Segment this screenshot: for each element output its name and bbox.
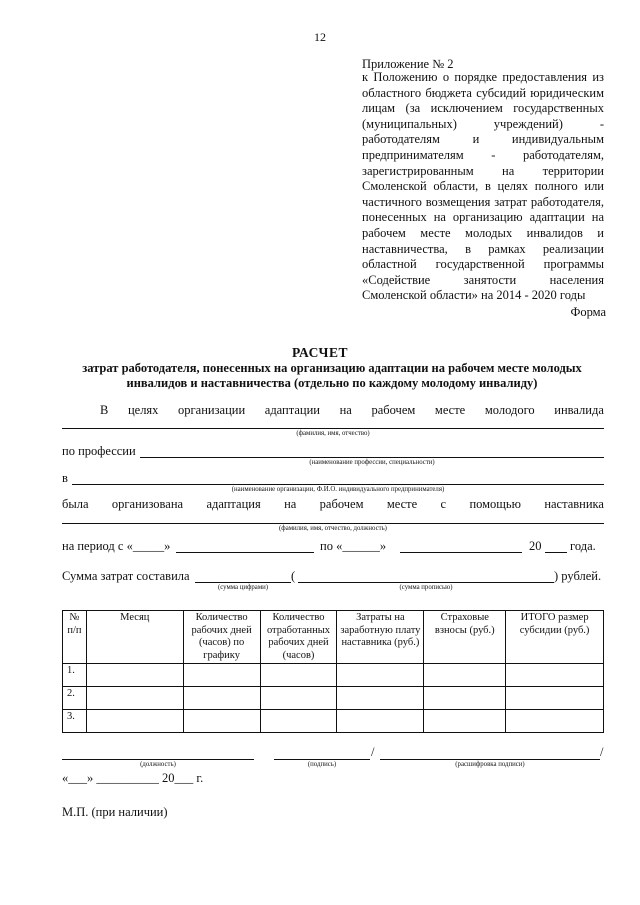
purpose-word: целях <box>127 403 159 417</box>
table-cell[interactable] <box>260 664 337 687</box>
sum-words-field[interactable] <box>298 582 554 583</box>
position-field[interactable] <box>62 759 254 760</box>
row-number: 3. <box>63 710 87 733</box>
period-end-label: по «______» <box>320 539 387 553</box>
stamp-note: М.П. (при наличии) <box>62 805 168 819</box>
col-month: Месяц <box>86 611 183 664</box>
mentor-line <box>62 497 604 512</box>
signature-slash-left: / <box>371 745 375 759</box>
mentor-word: с <box>440 497 447 511</box>
purpose-word: В <box>100 403 109 417</box>
table-row <box>63 664 604 687</box>
signature-slash-right: / <box>600 745 604 759</box>
profession-caption: (наименование профессии, специальности) <box>309 459 435 466</box>
table-cell[interactable] <box>260 710 337 733</box>
col-total-subsidy: ИТОГО размер субсидии (руб.) <box>506 611 604 664</box>
table-cell[interactable] <box>506 664 604 687</box>
period-year-prefix: 20 <box>529 539 542 553</box>
mentor-field[interactable] <box>62 523 604 524</box>
organization-prefix: в <box>62 471 68 485</box>
table-cell[interactable] <box>260 687 337 710</box>
col-mentor-salary: Затраты на заработную плату наставника (руб.) <box>337 611 424 664</box>
table-header-row <box>63 611 604 664</box>
mentor-word: помощью <box>469 497 521 511</box>
sum-digits-field[interactable] <box>195 582 291 583</box>
fio-field[interactable] <box>62 428 604 429</box>
profession-label: по профессии <box>62 444 136 458</box>
col-scheduled-days: Количество рабочих дней (часов) по графику <box>183 611 260 664</box>
col-worked-days: Количество отработанных рабочих дней (часов) <box>260 611 337 664</box>
purpose-word: организации <box>178 403 246 417</box>
period-start-field[interactable] <box>176 552 314 553</box>
col-number: № п/п <box>63 611 87 664</box>
table-row <box>63 687 604 710</box>
purpose-word: рабочем <box>371 403 416 417</box>
table-cell[interactable] <box>506 710 604 733</box>
mentor-word: наставника <box>544 497 604 511</box>
table-row <box>63 710 604 733</box>
purpose-line <box>62 403 604 418</box>
sum-close-label: ) рублей. <box>554 569 602 583</box>
col-insurance: Страховые взносы (руб.) <box>424 611 506 664</box>
document-subtitle: затрат работодателя, понесенных на организацию адаптации на рабочем месте молодых инвалидов и наставничества (отдельно по каждому молодому инвалиду) <box>82 361 582 390</box>
period-year-field[interactable] <box>545 552 567 553</box>
purpose-word: на <box>339 403 352 417</box>
mentor-word: месте <box>386 497 418 511</box>
table-cell[interactable] <box>424 710 506 733</box>
calculation-table <box>62 610 604 733</box>
table-cell[interactable] <box>183 664 260 687</box>
sum-open-paren: ( <box>291 569 296 583</box>
sum-words-caption: (сумма прописью) <box>399 584 453 591</box>
mentor-word: была <box>62 497 89 511</box>
mentor-caption: (фамилия, имя, отчество, должность) <box>279 525 387 532</box>
document-title: РАСЧЕТ <box>292 345 348 360</box>
sum-label: Сумма затрат составила <box>62 569 190 583</box>
mentor-word: организована <box>111 497 184 511</box>
table-cell[interactable] <box>337 710 424 733</box>
profession-field[interactable] <box>140 457 604 458</box>
form-label: Форма <box>570 305 606 319</box>
row-number: 2. <box>63 687 87 710</box>
period-start-label: на период с «_____» <box>62 539 171 553</box>
mentor-word: рабочем <box>319 497 364 511</box>
organization-caption: (наименование организации, Ф.И.О. индивидуального предпринимателя) <box>231 486 445 493</box>
table-cell[interactable] <box>183 710 260 733</box>
annex-title: Приложение № 2 <box>362 57 454 71</box>
signature-decode-field[interactable] <box>380 759 600 760</box>
mentor-word: на <box>284 497 297 511</box>
signature-field[interactable] <box>274 759 370 760</box>
purpose-word: адаптации <box>264 403 320 417</box>
purpose-word: молодого <box>484 403 535 417</box>
table-cell[interactable] <box>183 687 260 710</box>
table-cell[interactable] <box>506 687 604 710</box>
table-cell[interactable] <box>424 664 506 687</box>
period-end-field[interactable] <box>400 552 522 553</box>
table-cell[interactable] <box>424 687 506 710</box>
signature-decode-caption: (расшифровка подписи) <box>455 761 525 768</box>
signature-caption: (подпись) <box>307 761 337 768</box>
table-cell[interactable] <box>86 687 183 710</box>
annex-body: к Положению о порядке предоставления из областного бюджета субсидий юридическим лицам (за исключением государственных (муниципальных) учреждений) - работодателям и индивидуальным предпринимателям - работодателям, зарегистрированным на территории Смоленской области, в целях полного или частичного возмещения затрат работодателя, понесенных на организацию адаптации на рабочем месте молодых инвалидов и наставничества, в рамках реализации областной государственной программы «Содействие занятости населения Смоленской области» на 2014 - 2020 годы <box>362 70 604 303</box>
table-cell[interactable] <box>337 664 424 687</box>
purpose-word: инвалида <box>554 403 604 417</box>
position-caption: (должность) <box>140 761 176 768</box>
table-cell[interactable] <box>86 710 183 733</box>
table-cell[interactable] <box>337 687 424 710</box>
row-number: 1. <box>63 664 87 687</box>
fio-caption: (фамилия, имя, отчество) <box>296 430 370 437</box>
table-cell[interactable] <box>86 664 183 687</box>
sum-digits-caption: (сумма цифрами) <box>217 584 269 591</box>
sign-date: «___» __________ 20___ г. <box>62 771 204 785</box>
organization-field[interactable] <box>72 484 604 485</box>
period-year-suffix: года. <box>570 539 596 553</box>
purpose-word: месте <box>434 403 466 417</box>
mentor-word: адаптация <box>206 497 261 511</box>
page-number: 12 <box>314 30 326 44</box>
